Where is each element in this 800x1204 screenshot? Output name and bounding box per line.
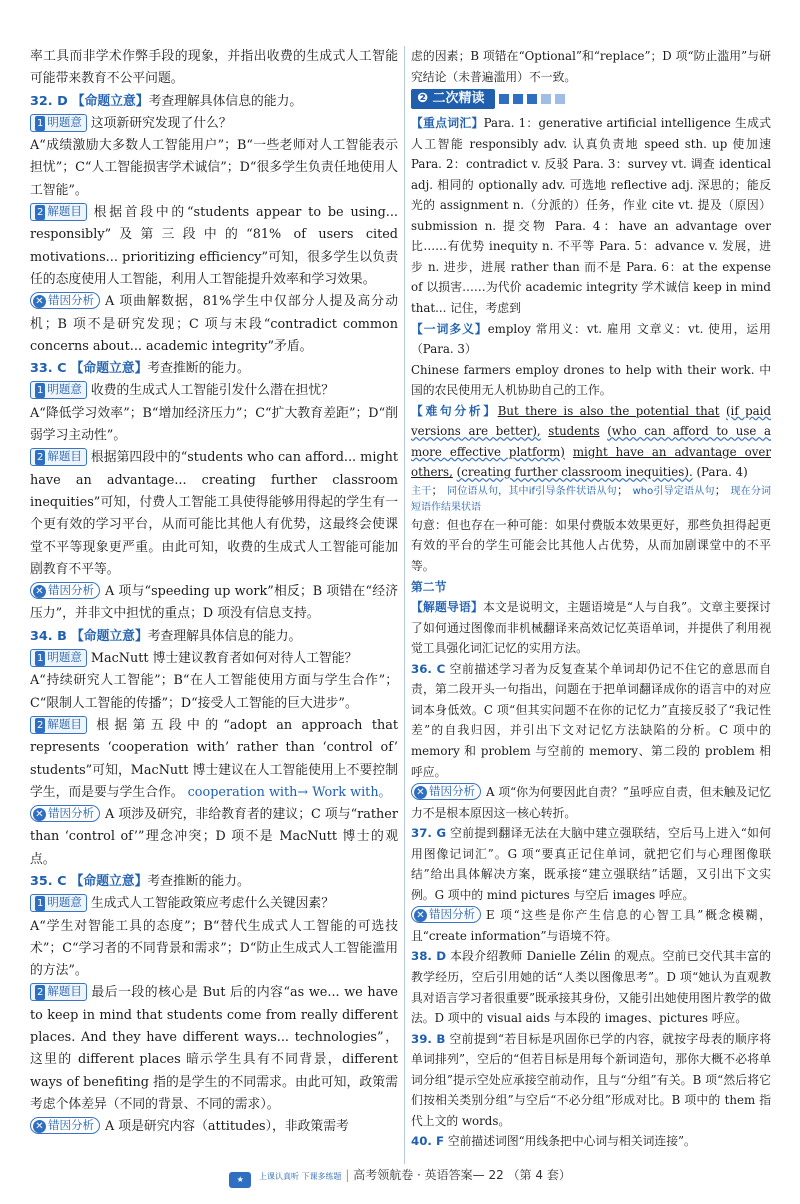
q32-step2 xyxy=(30,202,398,291)
section-two-title: 第二节 xyxy=(411,579,447,594)
q36-number: 36. C xyxy=(411,661,446,676)
q36-error-text: A 项“你为何要因此自责？”虽呼应自责，但未触及记忆力不是根本原因这一核心转折。 xyxy=(411,785,771,820)
q35-head xyxy=(30,871,398,893)
q35-step1-tag: 1 明题意 xyxy=(30,894,87,912)
q40 xyxy=(411,1131,771,1152)
q32-step1 xyxy=(30,113,398,135)
q37 xyxy=(411,823,771,905)
difficult-sentence-block xyxy=(411,401,771,483)
intro-paragraph: 率工具而非学术作弊手段的现象，并指出收费的生成式人工智能可能带来教育不公平问题。 xyxy=(30,49,398,87)
q34-step2-tag: 2 解题目 xyxy=(30,716,87,734)
sentence-if-clause: (if paid versions are better), xyxy=(411,403,772,439)
reread-section-banner xyxy=(411,89,771,109)
q35-step2 xyxy=(30,982,398,1116)
q35-error xyxy=(30,1116,398,1138)
polysemy-example: Chinese farmers employ drones to help with their work. 中国的农民使用无人机协助自己的工作。 xyxy=(411,362,771,398)
q33-error-tag: ✕ 错因分析 xyxy=(30,582,100,599)
annotation-relative: who引导定语从句 xyxy=(632,485,715,497)
q35-continued: 虑的因素；B 项错在“Optional”和“replace”；D 项“防止滥用”与研究结论（未普遍滥用）不一致。 xyxy=(411,49,771,84)
brand-logo-icon: ★ xyxy=(229,1172,251,1188)
q33-number: 33. C xyxy=(30,361,67,377)
annotation-main: 主干 xyxy=(411,485,432,497)
banner-square-icon xyxy=(499,94,509,104)
q32-error-text: A 项曲解数据，81%学生中仅部分人提及高分动机；B 项不是研究发现；C 项与末段“contradict common concerns about... academic integrity”矛盾。 xyxy=(30,294,398,354)
q36-error-tag: ✕ 错因分析 xyxy=(411,783,481,800)
q34-error xyxy=(30,804,398,871)
q34-error-text: A 项涉及研究，非给教育者的建议；C 项与“rather than ‘control of’”理念冲突；D 项不是 MacNutt 博士的观点。 xyxy=(30,807,398,867)
q34-step1 xyxy=(30,648,398,670)
q32-head xyxy=(30,91,398,113)
q34-step2 xyxy=(30,715,398,804)
difficult-sentence-heading: 【难句分析】 xyxy=(411,403,498,418)
q33-step1 xyxy=(30,380,398,402)
cross-icon: ✕ xyxy=(33,585,46,598)
q35-head-label: 【命题立意】 xyxy=(70,873,148,889)
guide-text: 本文是说明文，主题语境是“人与自我”。文章主要探讨了如何通过图像而非机械翻译来高效记忆英语单词，并提供了利用视觉工具强化词汇记忆的实用方法。 xyxy=(411,600,771,656)
polysemy-heading: 【一词多义】 xyxy=(411,321,488,336)
q33-step2 xyxy=(30,447,398,581)
q34-number: 34. B xyxy=(30,628,67,644)
q35-step1-text: 生成式人工智能政策应考虑什么关键因素？ xyxy=(90,896,335,912)
banner-square-icon xyxy=(527,94,537,104)
polysemy-text: employ 常用义：vt. 雇用 文章义：vt. 使用，运用（Para. 3） xyxy=(411,321,771,357)
cross-icon: ✕ xyxy=(414,786,427,799)
section-label: ❷ 二次精读 xyxy=(411,89,495,109)
q36-error xyxy=(411,782,771,823)
q37-error-tag: ✕ 错因分析 xyxy=(411,906,481,923)
q39-text: 空前提到“若目标是巩固你已学的内容，就按字母表的顺序将单词排列”，空后的“但若目标是用每个新词造句，那你大概不必将单词分组”提示空处应承接空前动作，且与“分组”有关。B 项“然后将它们按相关类别分组”与空后“不必分组”形成对比。B 项中的 them 指代上文的 words。 xyxy=(411,1031,771,1128)
q38 xyxy=(411,946,771,1028)
left-column xyxy=(30,46,398,1139)
sentence-annotations: 主干； 同位语从句，其中if引导条件状语从句； who引导定语从句； 现在分词短语作结果状语 xyxy=(411,482,772,513)
q35-options: A“学生对智能工具的态度”；B“替代生成式人工智能的可选技术”；C“学习者的不同背景和需求”；D“防止生成式人工智能滥用的方法”。 xyxy=(30,918,398,979)
banner-square-icon xyxy=(555,94,565,104)
q33-step1-tag: 1 明题意 xyxy=(30,381,87,399)
q37-error-text: E 项“这些是你产生信息的心智工具”概念模糊，且“create information”与语境不符。 xyxy=(411,908,771,943)
q38-number: 38. D xyxy=(411,949,447,964)
guide-heading: 【解题导语】 xyxy=(411,600,483,615)
sentence-para-ref: (Para. 4) xyxy=(696,465,748,480)
q32-head-label: 【命题立意】 xyxy=(71,93,149,109)
q35-step2-text: 最后一段的核心是 But 后的内容“as we... we have to keep in mind that students come from really different places. And they have different ways... technologies”，这里的 different places 暗示学生具有不同背景，different ways of benefiting 指的是学生的不同需求。由此可知，政策需考虑个体差异（不同的背景、不同的需求）。 xyxy=(30,985,398,1112)
q32-step2-tag: 2 解题目 xyxy=(30,203,87,221)
q33-head xyxy=(30,358,398,380)
page-footer: ★ 上课认真听 下课多练题 | 高考领航卷 · 英语答案— 22 （第 4 套） xyxy=(0,1166,800,1188)
q34-error-tag: ✕ 错因分析 xyxy=(30,805,100,822)
q33-step1-text: 收费的生成式人工智能引发什么潜在担忧？ xyxy=(90,383,335,399)
q34-options: A“持续研究人工智能”；B“在人工智能使用方面与学生合作”；C“限制人工智能的传播”；D“接受人工智能的巨大进步”。 xyxy=(30,673,398,711)
footer-logo-text: 上课认真听 下课多练题 xyxy=(258,1172,342,1181)
q40-number: 40. F xyxy=(411,1134,445,1149)
q32-number: 32. D xyxy=(30,93,68,109)
q32-error-tag: ✕ 错因分析 xyxy=(30,292,100,309)
q39-number: 39. B xyxy=(411,1031,446,1046)
q40-text: 空前描述词图“用线条把中心词与相关词连接”。 xyxy=(447,1134,696,1149)
right-column xyxy=(411,46,771,1152)
cross-icon: ✕ xyxy=(33,1120,46,1133)
polysemy-block xyxy=(411,319,771,360)
q37-text: 空前提到翻译无法在大脑中建立强联结，空后马上进入“如何用图像记词汇”。G 项“要真正记住单词，就把它们与心理图像联结”给出具体解决方案，既承接“建立强联结”话题，又引出下文实例。G 项中的 mind pictures 与空后 images 呼应。 xyxy=(411,826,771,902)
guide-block xyxy=(411,597,771,659)
q32-step1-text: 这项新研究发现了什么？ xyxy=(90,115,232,131)
q36-text: 空前描述学习者为反复查某个单词却仍记不住它的意思而自责，第二段开头一句指出，问题在于把单词翻译成你的语言中的对应词本身低效。C 项“但其实问题不在你的记忆力”直接反驳了“我记性差”的自我归因，并引出下文对记忆方法缺陷的分析。C 项中的 memory 和 problem 与空前的 memory、第二段的 problem 相呼应。 xyxy=(411,661,771,779)
q33-options: A“降低学习效率”；B“增加经济压力”；C“扩大教育差距”；D“削弱学习主动性”。 xyxy=(30,405,398,444)
sentence-translation: 句意：但也存在一种可能：如果付费版本效果更好，那些负担得起更有效的平台的学生可能会比其他人占优势，从而加剧课堂中的不平等。 xyxy=(411,517,771,574)
footer-text: 高考领航卷 · 英语答案— 22 （第 4 套） xyxy=(353,1168,571,1182)
cross-icon: ✕ xyxy=(414,909,427,922)
annotation-conditional: 条件状语从句 xyxy=(555,485,617,497)
q34-head-label: 【命题立意】 xyxy=(70,628,148,644)
q34-head xyxy=(30,626,398,648)
sentence-subject: students xyxy=(548,424,600,439)
column-divider xyxy=(404,46,405,1164)
banner-square-icon xyxy=(541,94,551,104)
q35-head-text: 考查推断的能力。 xyxy=(147,873,250,889)
vocab-block xyxy=(411,113,771,318)
q34-step1-tag: 1 明题意 xyxy=(30,649,87,667)
q32-step1-tag: 1 明题意 xyxy=(30,114,87,132)
q33-step2-text: 根据第四段中的“students who can afford... might have an advantage... creating further classroom inequities”可知，付费人工智能工具使得能够用得起的学生有一个更有效的学习平台，从而可能比其他人有优势，这最终会使课堂不平等现象更严重。由此可知，收费的生成式人工智能可能加剧教育不平等。 xyxy=(30,450,398,577)
q35-step2-tag: 2 解题目 xyxy=(30,983,87,1001)
q32-options: A“成绩激励大多数人工智能用户”；B“一些老师对人工智能表示担忧”；C“人工智能损害学术诚信”；D“很多学生负责任地使用人工智能”。 xyxy=(30,138,398,198)
q33-error-text: A 项与“speeding up work”相反；B 项错在“经济压力”，并非文中担忧的重点；D 项没有信息支持。 xyxy=(30,584,398,622)
q35-error-tag: ✕ 错因分析 xyxy=(30,1117,100,1134)
q37-error xyxy=(411,905,771,946)
cross-icon: ✕ xyxy=(33,295,46,308)
q34-step2-text: 根据第五段中的“adopt an approach that represents ‘cooperation with’ rather than ‘control of’ students”可知，MacNutt 博士建议在人工智能使用上不要控制学生，而是要与学生合作。 xyxy=(30,717,398,800)
q37-number: 37. G xyxy=(411,826,447,841)
sentence-predicate: might have an advantage over others, xyxy=(411,444,772,480)
q33-error xyxy=(30,581,398,626)
q34-step2-blue-note: cooperation with→ Work with。 xyxy=(187,784,392,800)
q33-head-text: 考查推断的能力。 xyxy=(147,361,250,377)
q33-head-label: 【命题立意】 xyxy=(70,361,148,377)
q35-error-text: A 项是研究内容（attitudes），非政策需考 xyxy=(105,1119,349,1135)
q32-step2-text: 根据首段中的“students appear to be using... responsibly”及第三段中的“81% of users cited motivations... prioritizing efficiency”可知，很多学生以负责任的态度使用人工智能，利用人工智能提升效率和学习效果。 xyxy=(30,205,398,287)
vocab-heading: 【重点词汇】 xyxy=(411,116,484,131)
annotation-appositive: 同位语从句，其中if引导 xyxy=(447,485,556,497)
q38-text: 本段介绍教师 Danielle Zélin 的观点。空前已交代其丰富的教学经历，空后引用她的话“人类以图像思考”。D 项“她认为直观教具对语言学习者很重要”既承接其身份，又能引出她使用图片教学的做法。D 项中的 visual aids 与本段的 images、pictures 呼应。 xyxy=(411,949,771,1026)
q35-step1 xyxy=(30,893,398,915)
q34-step1-text: MacNutt 博士建议教育者如何对待人工智能？ xyxy=(90,651,358,667)
q33-step2-tag: 2 解题目 xyxy=(30,448,87,466)
sentence-main: But there is also the potential that xyxy=(497,403,720,418)
vocab-text: Para. 1：generative artificial intelligence 生成式人工智能 responsibly adv. 认真负责地 speed sth. up 使加速 Para. 2：contradict v. 反驳 Para. 3：survey vt. 调查 identical adj. 相同的 optionally adv. 可选地 reflective adj. 深思的；能反光的 assignment n.（分派的）任务，作业 cite vt. 提及（原因） submission n. 提交物 Para. 4：have an advantage over 比……有优势 inequity n. 不平等 Para. 5：advance v. 发展，进步 n. 进步，进展 rather than 而不是 Para. 6：at the expense of 以损害……为代价 academic integrity 学术诚信 keep in mind that... 记住，考虑到 xyxy=(411,116,771,316)
q32-error xyxy=(30,291,398,358)
q32-head-text: 考查理解具体信息的能力。 xyxy=(148,93,303,109)
sentence-who-clause: (who can afford to use a more effective platform) xyxy=(411,424,771,459)
banner-square-icon xyxy=(513,94,523,104)
q35-number: 35. C xyxy=(30,873,67,889)
q36 xyxy=(411,659,771,782)
annotation-participle: 现在分词短语作结果状语 xyxy=(411,485,772,513)
q39 xyxy=(411,1029,771,1132)
sentence-participle: (creating further classroom inequities). xyxy=(456,465,693,480)
cross-icon: ✕ xyxy=(33,808,46,821)
q34-head-text: 考查理解具体信息的能力。 xyxy=(147,628,302,644)
